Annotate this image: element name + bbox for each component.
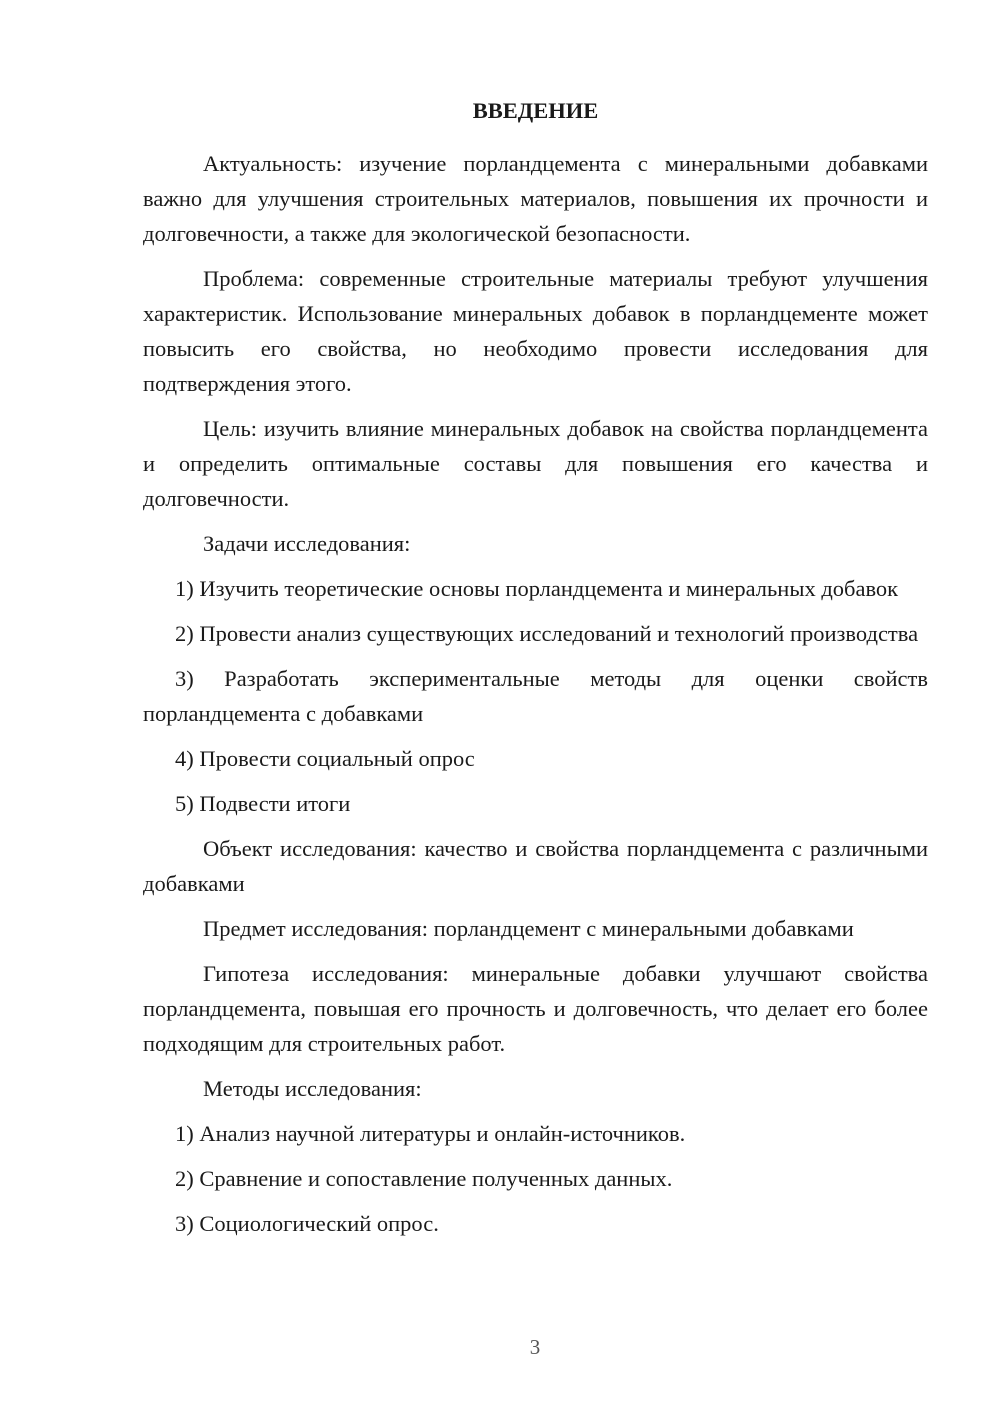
tasks-heading: Задачи исследования: [203,531,411,556]
subject-paragraph: Предмет исследования: порландцемент с минеральными добавками [203,916,854,941]
task-item-4: 4) Провести социальный опрос [175,746,475,771]
methods-heading: Методы исследования: [203,1076,422,1101]
method-item-1: 1) Анализ научной литературы и онлайн-источников. [175,1121,686,1146]
hypothesis-paragraph: Гипотеза исследования: минеральные добавки улучшают свойства порландцемента, повышая его прочность и долговечность, что делает его более подходящим для строительных работ. [143,961,928,1056]
problem-paragraph: Проблема: современные строительные материалы требуют улучшения характеристик. Использование минеральных добавок в порландцементе может повысить его свойства, но необходимо провести исследования для подтверждения этого. [143,266,928,396]
task-item-2: 2) Провести анализ существующих исследований и технологий производства [175,621,919,646]
goal-paragraph: Цель: изучить влияние минеральных добавок на свойства порландцемента и определить оптимальные составы для повышения его качества и долговечности. [143,416,928,511]
task-item-5: 5) Подвести итоги [175,791,351,816]
document-page [143,96,928,1251]
object-paragraph: Объект исследования: качество и свойства порландцемента с различными добавками [143,836,928,896]
relevance-paragraph: Актуальность: изучение порландцемента с минеральными добавками важно для улучшения строительных материалов, повышения их прочности и долговечности, а также для экологической безопасности. [143,151,928,246]
task-item-3: 3) Разработать экспериментальные методы для оценки свойств порландцемента с добавками [143,666,928,726]
page-title: ВВЕДЕНИЕ [472,98,599,123]
task-item-1: 1) Изучить теоретические основы порландцемента и минеральных добавок [175,576,899,601]
page-number: 3 [529,1335,541,1359]
method-item-3: 3) Социологический опрос. [175,1211,439,1236]
method-item-2: 2) Сравнение и сопоставление полученных данных. [175,1166,673,1191]
